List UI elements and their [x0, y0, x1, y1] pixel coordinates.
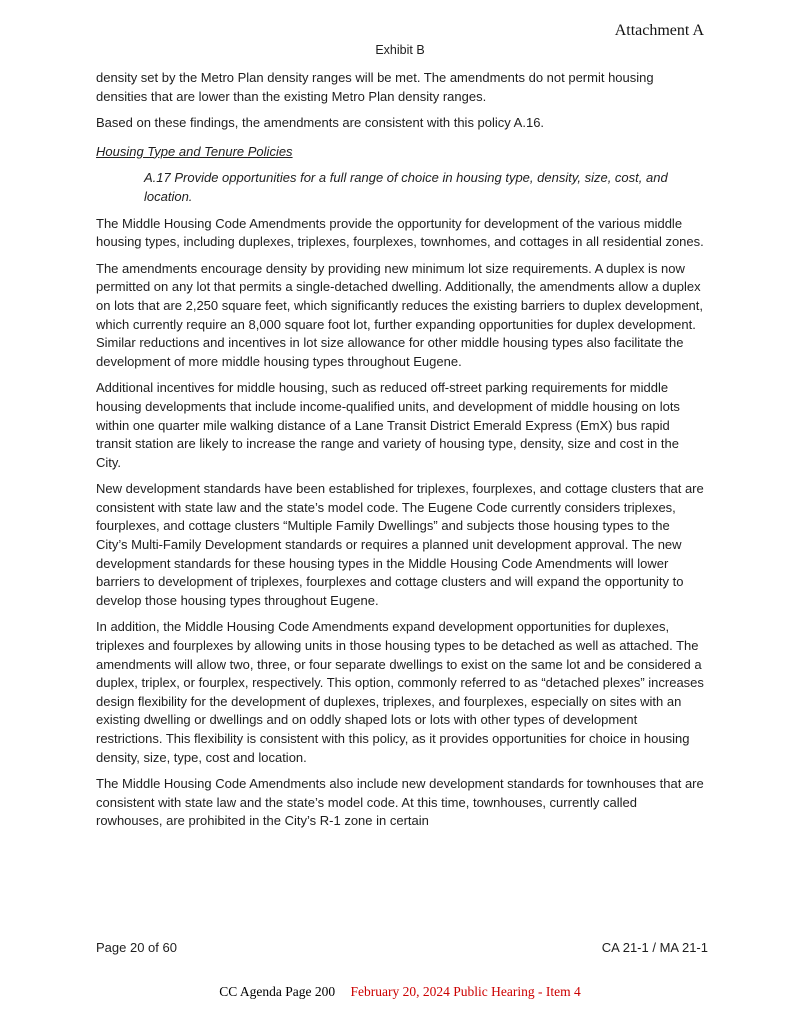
section-heading-housing-type-tenure: Housing Type and Tenure Policies: [96, 143, 293, 159]
case-number-label: CA 21-1 / MA 21-1: [601, 940, 708, 955]
public-hearing-label: February 20, 2024 Public Hearing - Item 4: [350, 984, 581, 999]
page-footer: [96, 940, 708, 955]
paragraph-density-findings: density set by the Metro Plan density ranges will be met. The amendments do not permit housing densities that are lower than the existing Metro Plan density ranges.: [96, 70, 654, 104]
paragraph-new-development-standards: New development standards have been established for triplexes, fourplexes, and cottage clusters that are consistent with state law and the state’s model code. The Eugene Code currently considers triplexes, fourplexes, and cottage clusters “Multiple Family Dwellings” and subjects those housing types to the City’s Multi-Family Development standards or requires a planned unit development approval. The new development standards for these housing types in the Middle Housing Code Amendments will lower barriers to development of triplexes, fourplexes and cottage clusters and will expand the opportunity to develop those housing types throughout Eugene.: [96, 481, 704, 608]
exhibit-label: Exhibit B: [375, 43, 425, 57]
document-body: [96, 69, 704, 831]
attachment-label: Attachment A: [614, 22, 704, 39]
paragraph-detached-plexes: In addition, the Middle Housing Code Amendments expand development opportunities for duplexes, triplexes and fourplexes by allowing units in those housing types to be detached as well as attached. The amendments will allow two, three, or four separate dwellings to exist on the same lot and be considered a duplex, triplex, or fourplex, respectively. This option, commonly referred to as “detached plexes” increases design flexibility for the development of duplexes, triplexes, and fourplexes, especially on sites with an existing dwelling or dwellings and on oddly shaped lots or lots with other types of development restrictions. This flexibility is consistent with this policy, as it provides opportunities for choice in housing density, size, type, cost and location.: [96, 619, 704, 765]
agenda-page-label: CC Agenda Page 200: [219, 984, 336, 999]
agenda-stamp: [0, 984, 800, 1000]
paragraph-middle-housing-types: The Middle Housing Code Amendments provide the opportunity for development of the various middle housing types, including duplexes, triplexes, fourplexes, townhomes, and cottages in all residential zones.: [96, 215, 704, 250]
page-number-label: Page 20 of 60: [96, 940, 177, 955]
paragraph-policy-a16-conclusion: Based on these findings, the amendments are consistent with this policy A.16.: [96, 115, 545, 131]
paragraph-additional-incentives: Additional incentives for middle housing, such as reduced off-street parking requirements for middle housing developments that include income-qualified units, and development of middle housing on lots within one quarter mile walking distance of a Lane Transit District Emerald Express (EmX) bus rapid transit station are likely to increase the range and variety of housing type, density, size and cost in the City.: [96, 380, 680, 470]
policy-a17-quote: A.17 Provide opportunities for a full range of choice in housing type, density, size, cost, and location.: [144, 170, 668, 204]
paragraph-townhouse-standards: The Middle Housing Code Amendments also include new development standards for townhouses that are consistent with state law and the state’s model code. At this time, townhouses, currently called rowhouses, are prohibited in the City’s R-1 zone in certain: [96, 776, 704, 829]
paragraph-minimum-lot-size: The amendments encourage density by providing new minimum lot size requirements. A duplex is now permitted on any lot that permits a single-detached dwelling. Additionally, the amendments allow a duplex on lots that are 2,250 square feet, which significantly reduces the existing barriers to duplex development, which currently require an 8,000 square foot lot, further expanding opportunities for duplex development. Similar reductions and incentives in lot size allowance for other middle housing types also facilitate the development of more middle housing types throughout Eugene.: [96, 260, 704, 369]
